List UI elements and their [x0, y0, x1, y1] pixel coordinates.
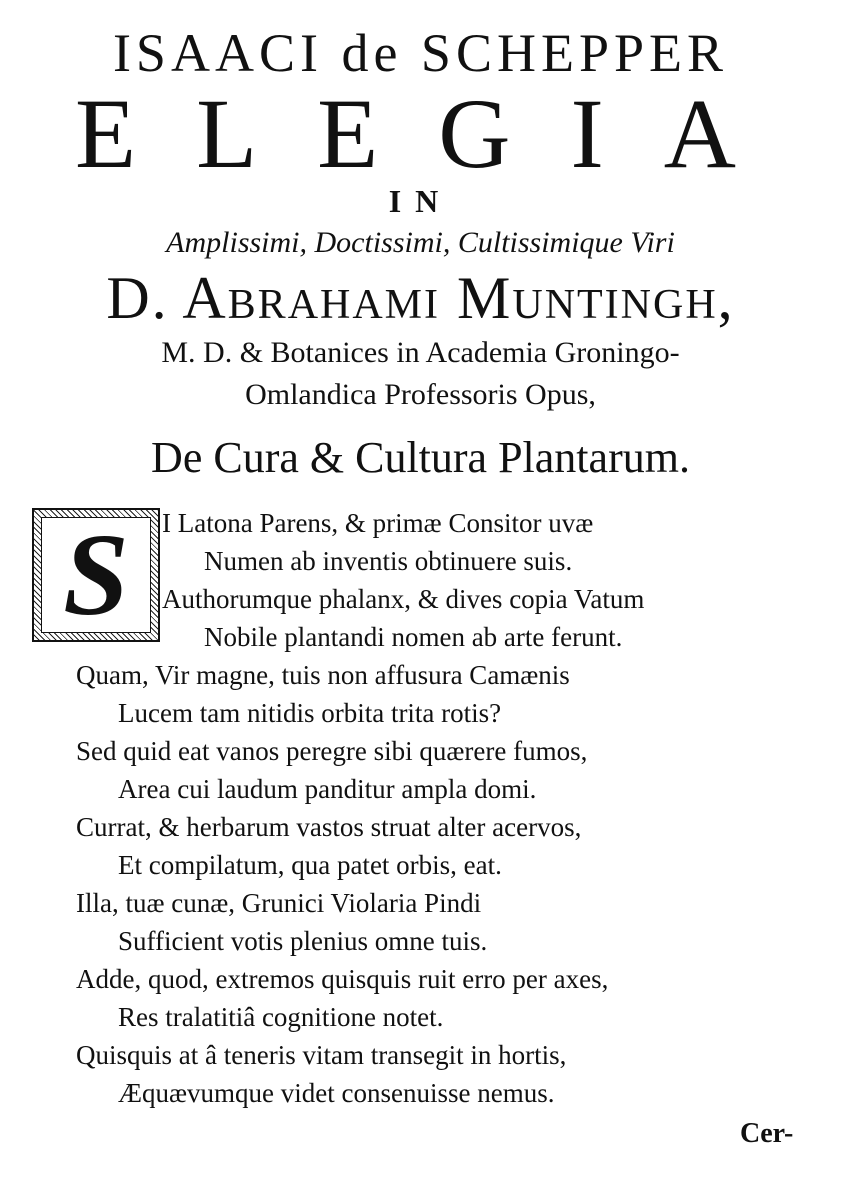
credentials-line-1: M. D. & Botanices in Academia Groningo- — [161, 336, 680, 369]
poem-line-10: Et compilatum, qua patet orbis, eat. — [118, 850, 502, 880]
poem-line-1: I Latona Parens, & primæ Consitor uvæ — [162, 508, 594, 538]
dedication-line: Amplissimi, Doctissimi, Cultissimique Viri — [166, 226, 675, 259]
title-elegia: ELEGIA — [75, 78, 796, 189]
preposition-in: IN — [388, 183, 453, 219]
author-heading: ISAACI de SCHEPPER — [112, 23, 729, 83]
poem-line-7: Sed quid eat vanos peregre sibi quærere fumos, — [76, 736, 588, 766]
poem-line-12: Sufficient votis plenius omne tuis. — [118, 926, 488, 956]
poem-line-13: Adde, quod, extremos quisquis ruit erro per axes, — [76, 964, 609, 994]
poem-line-3: Authorumque phalanx, & dives copia Vatum — [162, 584, 645, 614]
poem-line-6: Lucem tam nitidis orbita trita rotis? — [118, 698, 502, 728]
poem-line-11: Illa, tuæ cunæ, Grunici Violaria Pindi — [76, 888, 482, 918]
catchword: Cer- — [740, 1118, 794, 1149]
initial-letter: S — [41, 517, 151, 633]
poem-line-5: Quam, Vir magne, tuis non affusura Camænis — [76, 660, 570, 690]
work-title: De Cura & Cultura Plantarum. — [151, 433, 690, 482]
poem-line-9: Currat, & herbarum vastos struat alter acervos, — [76, 812, 582, 842]
poem-line-15: Quisquis at â teneris vitam transegit in hortis, — [76, 1040, 567, 1070]
poem-line-14: Res tralatitiâ cognitione notet. — [118, 1002, 444, 1032]
credentials-line-2: Omlandica Professoris Opus, — [245, 378, 596, 411]
poem-line-2: Numen ab inventis obtinuere suis. — [204, 546, 573, 576]
poem-line-16: Æquævumque videt consenuisse nemus. — [118, 1078, 555, 1108]
poem-line-8: Area cui laudum panditur ampla domi. — [118, 774, 537, 804]
decorated-initial — [32, 508, 160, 642]
honoree-name: D. Abrahami Muntingh, — [106, 265, 735, 331]
poem-line-4: Nobile plantandi nomen ab arte ferunt. — [204, 622, 623, 652]
